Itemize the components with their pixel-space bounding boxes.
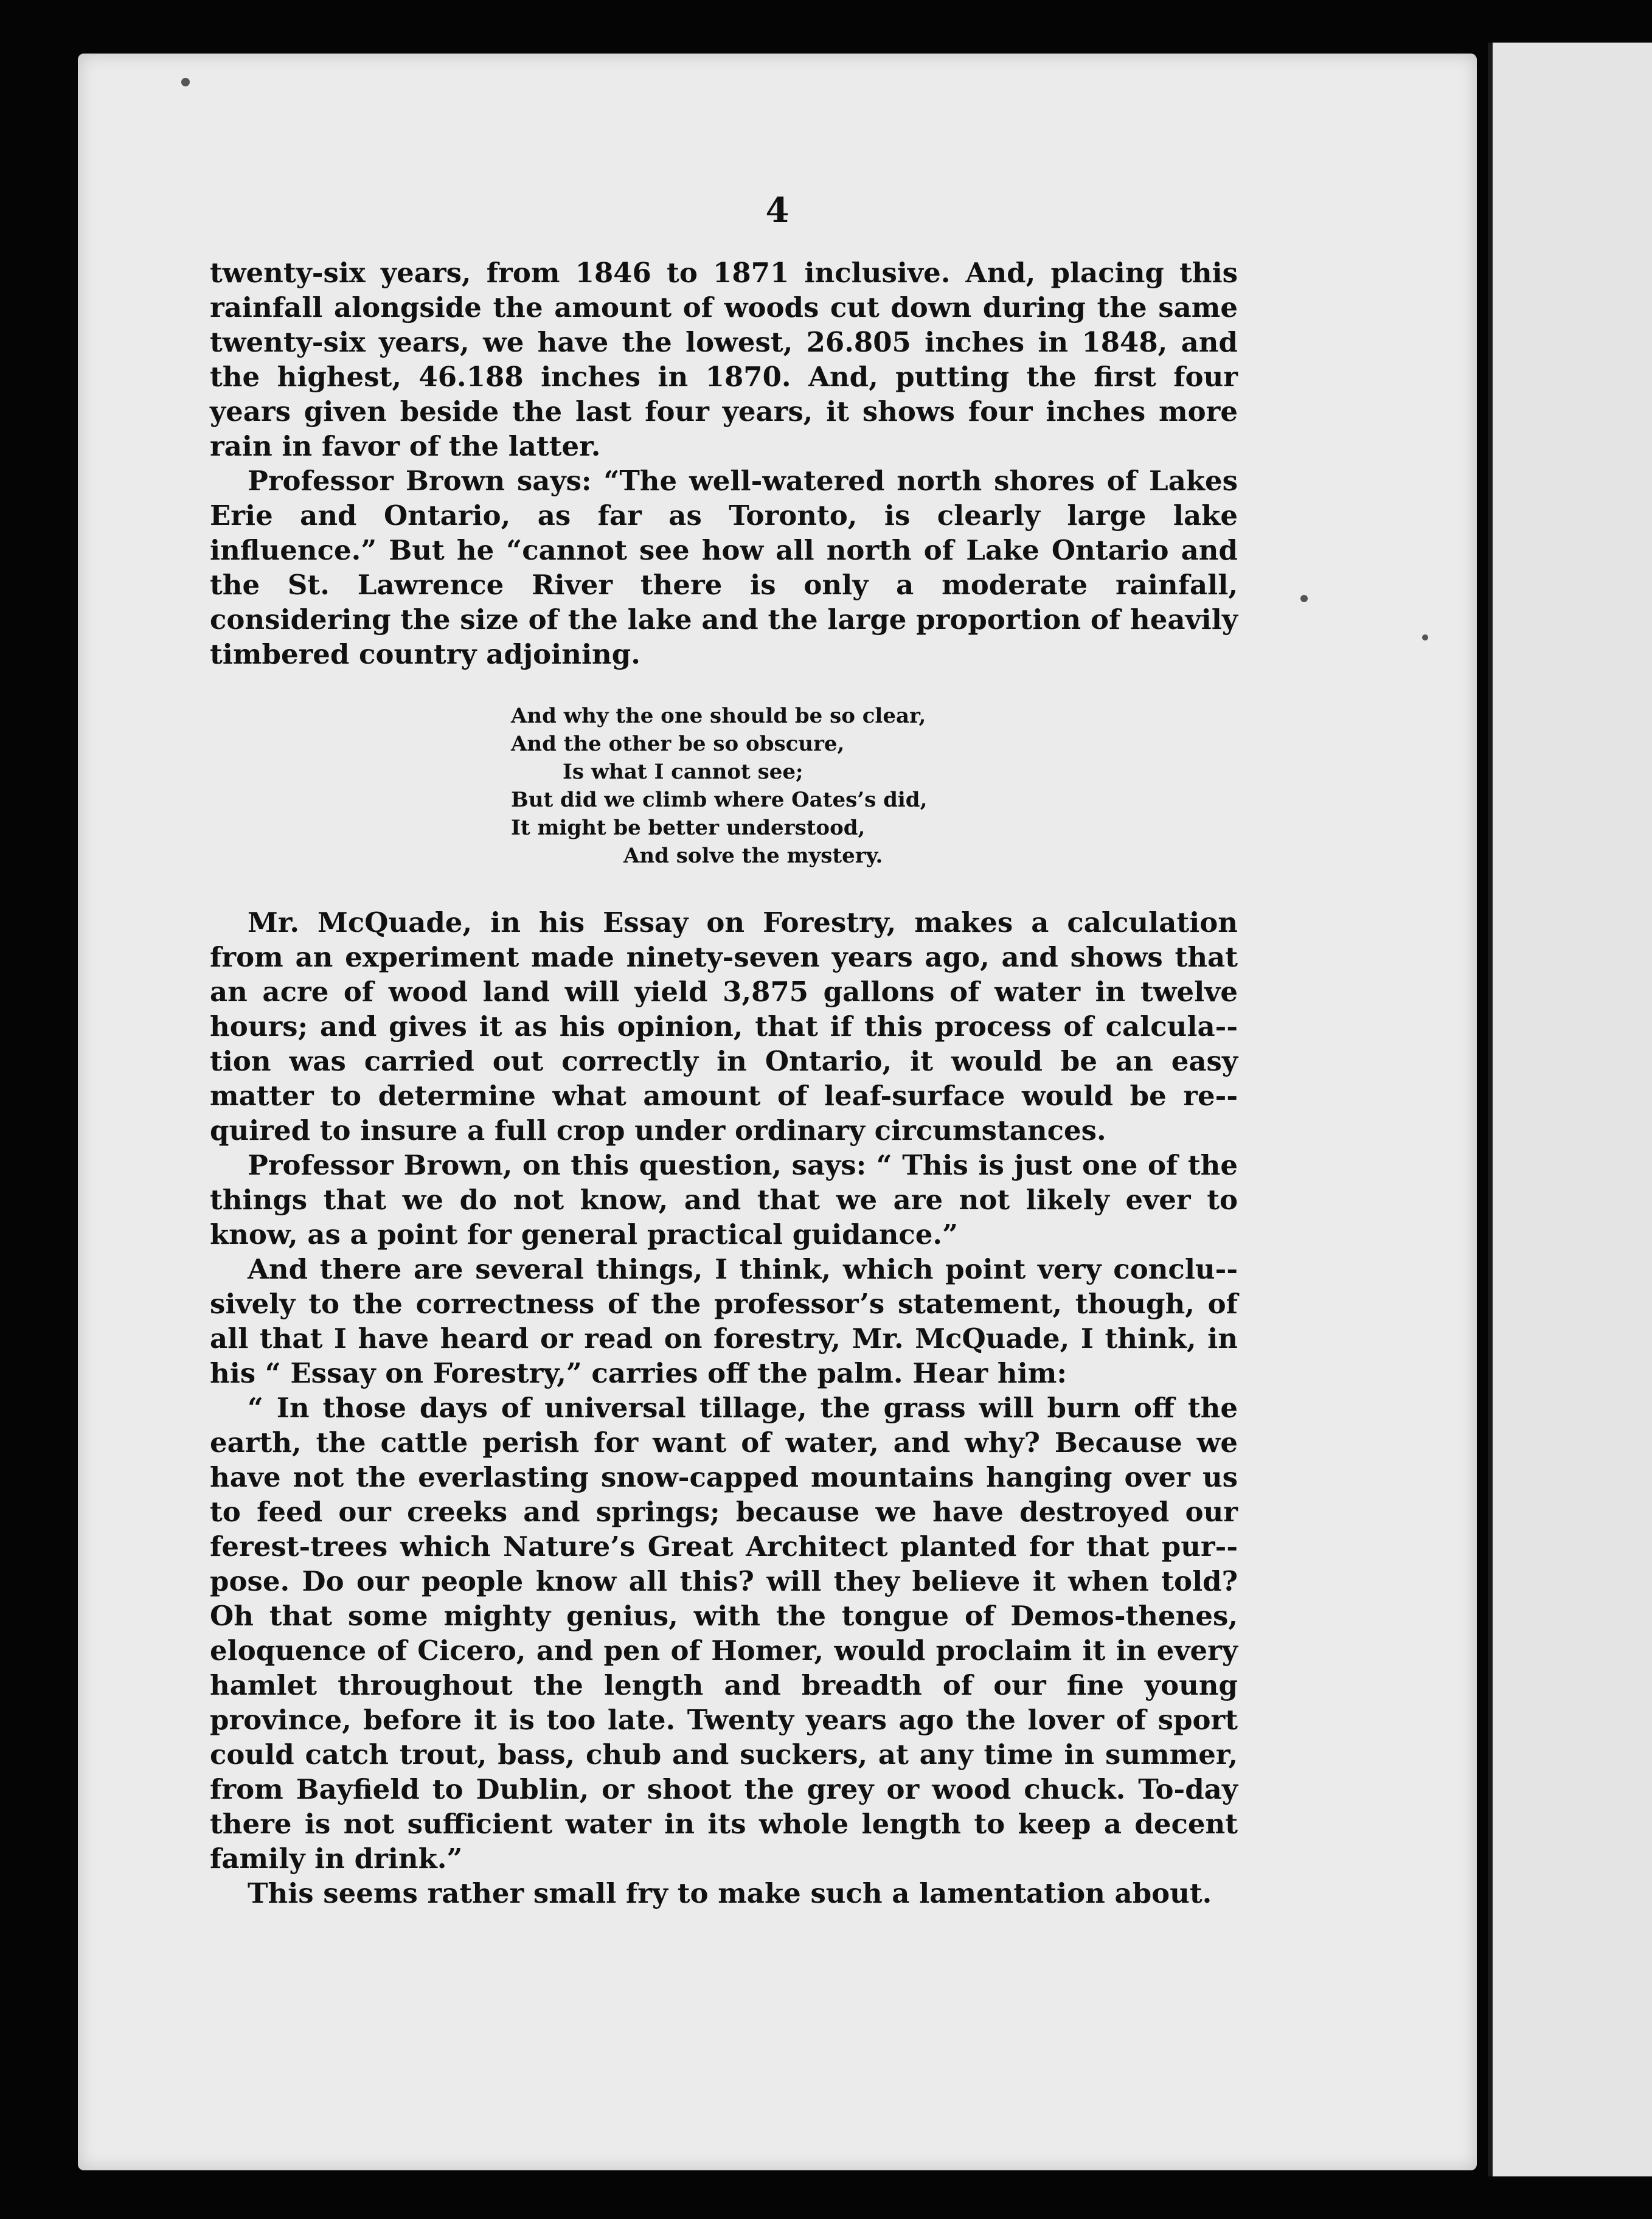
paragraph: Professor Brown says: “The well-watered north shores of Lakes Erie and Ontario, as far as Toronto, is clearly large lake influence.” But he “cannot see how all north of Lake Ontario and the St. Lawrence River there is only a moderate rainfall, considering the size of the lake and the large proportion of heavily timbered country adjoining.	[210, 465, 1238, 670]
ink-speck	[181, 78, 190, 86]
paragraph: Professor Brown, on this question, says: “ This is just one of the things that we do not know, and that we are not likely ever to know, as a point for general practical guidance.”	[210, 1149, 1238, 1251]
adjacent-page-edge	[1488, 43, 1652, 2176]
ink-speck	[1422, 634, 1428, 641]
ink-speck	[1300, 595, 1308, 602]
paragraph: twenty-six years, from 1846 to 1871 inclusive. And, placing this rainfall alongside the amount of woods cut down during the same twenty-six years, we have the lowest, 26.805 inches in 1848, and the highest, 46.188 inches in 1870. And, putting the first four years given beside the last four years, it shows four inches more rain in favor of the latter.	[210, 257, 1238, 462]
verse-line: Is what I cannot see;	[563, 760, 803, 784]
paragraph: “ In those days of universal tillage, the grass will burn off the earth, the cattle perish for want of water, and why? Because we have not the everlasting snow-capped mountains hanging over us to feed our creeks and springs; because we have destroyed our ferest-trees which Nature’s Great Architect planted for that pur-pose. Do our people know all this? will they believe it when told? Oh that some mighty genius, with the tongue of Demos-thenes, eloquence of Cicero, and pen of Homer, would proclaim it in every hamlet throughout the length and breadth of our fine young province, before it is too late. Twenty years ago the lover of sport could catch trout, bass, chub and suckers, at any time in summer, from Bayfield to Dublin, or shoot the grey or wood chuck. To-day there is not sufficient water in its whole length to keep a decent family in drink.”	[210, 1392, 1238, 1875]
verse-block	[511, 702, 1238, 870]
paragraph: Mr. McQuade, in his Essay on Forestry, makes a calculation from an experiment made ninety-seven years ago, and shows that an acre of wood land will yield 3,875 gallons of water in twelve hours; and gives it as his opinion, that if this process of calcula-tion was carried out correctly in Ontario, it would be an easy matter to determine what amount of leaf-surface would be re-quired to insure a full crop under ordinary circumstances.	[210, 906, 1238, 1147]
verse-line: And the other be so obscure,	[511, 732, 845, 756]
page-number: 4	[765, 190, 790, 231]
verse-line: And why the one should be so clear,	[511, 704, 926, 728]
paragraph: This seems rather small fry to make such a lamentation about.	[248, 1877, 1212, 1909]
verse-line: It might be better understood,	[511, 816, 866, 840]
verse-line: And solve the mystery.	[623, 844, 883, 868]
paragraph: And there are several things, I think, which point very conclu-sively to the correctness of the professor’s statement, though, of all that I have heard or read on forestry, Mr. McQuade, I think, in his “ Essay on Forestry,” carries off the palm. Hear him:	[210, 1253, 1238, 1389]
body-text	[210, 255, 1238, 1911]
verse-line: But did we climb where Oates’s did,	[511, 788, 928, 812]
